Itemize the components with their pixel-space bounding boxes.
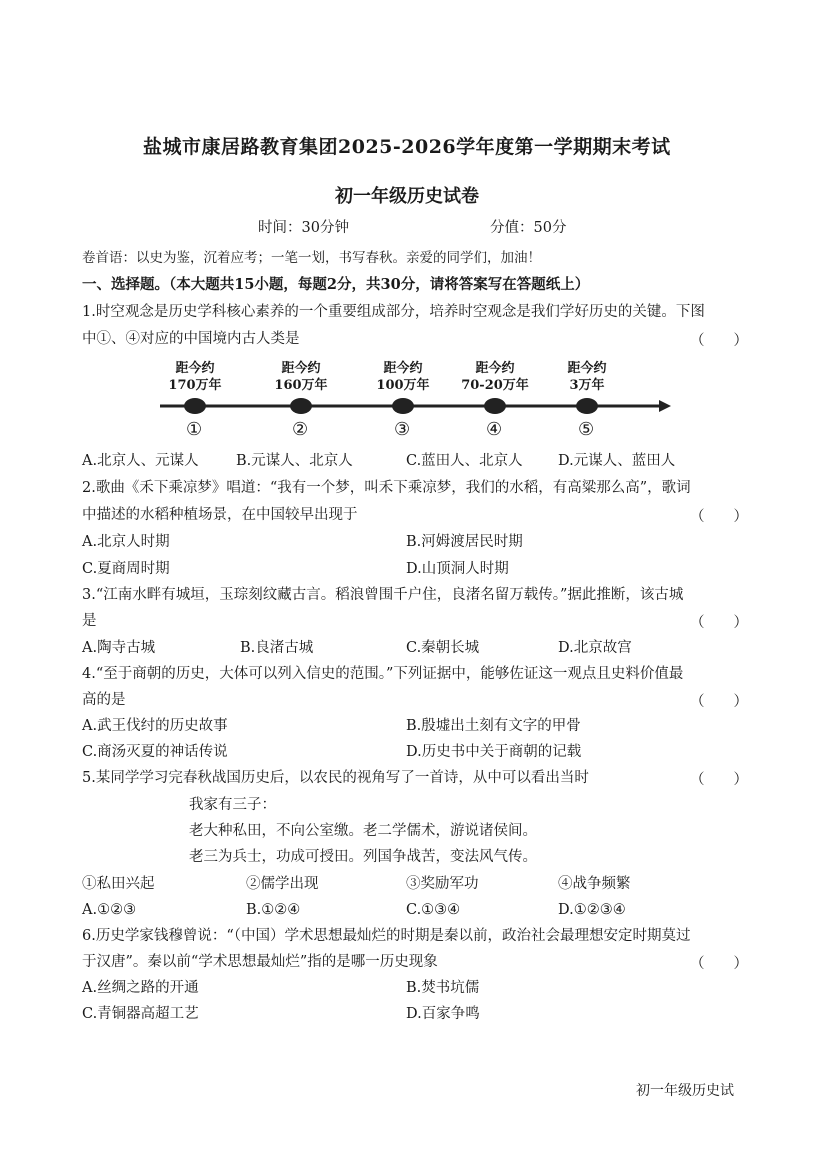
q3-stem-line2: 是 (82, 613, 97, 629)
q5-item-3: ③奖励军功 (406, 876, 479, 892)
exam-score: 分值：50分 (490, 220, 567, 236)
q4-option-b: B.殷墟出土刻有文字的甲骨 (406, 718, 581, 734)
q5-option-d: D.①②③④ (558, 902, 626, 918)
q5-stem: 5.某同学学习完春秋战国历史后，以农民的视角写了一首诗，从中可以看出当时 (82, 770, 589, 786)
q1-stem-line2: 中①、④对应的中国境内古人类是 (82, 331, 300, 347)
q3-option-a: A.陶寺古城 (82, 640, 156, 656)
q2-option-d: D.山顶洞人时期 (406, 561, 509, 577)
q5-poem-line3: 老三为兵士，功成可授田。列国争战苦，变法风气传。 (189, 849, 537, 865)
q5-poem-line1: 我家有三子： (189, 797, 276, 813)
timeline-mark-1: ① (186, 419, 203, 440)
q3-option-d: D.北京故宫 (558, 640, 632, 656)
q3-answer-paren: （ ） (690, 615, 748, 631)
q2-stem-line2: 中描述的水稻种植场景，在中国较早出现于 (82, 507, 358, 523)
timeline-dot-1 (184, 398, 206, 414)
q1-stem-line1: 1.时空观念是历史学科核心素养的一个重要组成部分，培养时空观念是我们学好历史的关键。下图 (82, 304, 705, 320)
timeline-mark-2: ② (292, 419, 309, 440)
q2-stem-line1: 2.歌曲《禾下乘凉梦》唱道：“我有一个梦，叫禾下乘凉梦，我们的水稻，有高粱那么高”，歌词 (82, 480, 691, 496)
q3-option-c: C.秦朝长城 (406, 640, 480, 656)
q4-answer-paren: （ ） (690, 694, 748, 710)
timeline-dot-2 (290, 398, 312, 414)
q6-stem-line1: 6.历史学家钱穆曾说：“（中国）学术思想最灿烂的时期是秦以前，政治社会最理想安定时期莫过 (82, 928, 691, 944)
exam-time: 时间：30分钟 (258, 220, 349, 236)
q4-option-a: A.武王伐纣的历史故事 (82, 718, 228, 734)
q1-answer-paren: （ ） (690, 333, 748, 349)
q1-option-c: C.蓝田人、北京人 (406, 453, 523, 469)
section-heading: 一、选择题。（本大题共15小题，每题2分，共30分，请将答案写在答题纸上） (82, 276, 590, 293)
timeline-mark-4: ④ (486, 419, 503, 440)
q4-stem-line1: 4.“至于商朝的历史，大体可以列入信史的范围。”下列证据中，能够佐证这一观点且史料价值最 (82, 666, 684, 682)
exam-preface: 卷首语：以史为鉴，沉着应考；一笔一划，书写春秋。亲爱的同学们，加油！ (82, 250, 541, 266)
timeline-label-3: 距今约 100万年 (376, 361, 430, 393)
q5-item-1: ①私田兴起 (82, 876, 155, 892)
timeline-dot-3 (392, 398, 414, 414)
q6-option-b: B.焚书坑儒 (406, 980, 480, 996)
page-footer: 初一年级历史试 (636, 1083, 734, 1099)
exam-title: 盐城市康居路教育集团2025-2026学年度第一学期期末考试 (143, 136, 671, 158)
q2-option-b: B.河姆渡居民时期 (406, 534, 523, 550)
q3-option-b: B.良渚古城 (240, 640, 314, 656)
exam-subtitle: 初一年级历史试卷 (335, 186, 479, 207)
q6-answer-paren: （ ） (690, 956, 748, 972)
timeline-label-4: 距今约 70-20万年 (461, 361, 529, 393)
q6-stem-line2: 于汉唐”。秦以前“学术思想最灿烂”指的是哪一历史现象 (82, 954, 438, 970)
timeline-label-1: 距今约 170万年 (168, 361, 222, 393)
q4-option-d: D.历史书中关于商朝的记载 (406, 744, 582, 760)
timeline-dot-4 (484, 398, 506, 414)
q1-option-b: B.元谋人、北京人 (236, 453, 353, 469)
q5-poem-line2: 老大种私田，不向公室缴。老二学儒术，游说诸侯间。 (189, 823, 537, 839)
timeline-arrow (659, 400, 671, 412)
timeline-mark-5: ⑤ (578, 419, 595, 440)
q4-stem-line2: 高的是 (82, 692, 126, 708)
q2-option-a: A.北京人时期 (82, 534, 170, 550)
q6-option-d: D.百家争鸣 (406, 1006, 480, 1022)
q5-option-a: A.①②③ (82, 902, 137, 918)
q4-option-c: C.商汤灭夏的神话传说 (82, 744, 228, 760)
timeline-mark-3: ③ (394, 419, 411, 440)
q1-option-d: D.元谋人、蓝田人 (558, 453, 676, 469)
q6-option-c: C.青铜器高超工艺 (82, 1006, 199, 1022)
q5-option-c: C.①③④ (406, 902, 461, 918)
q6-option-a: A.丝绸之路的开通 (82, 980, 199, 996)
timeline-dot-5 (576, 398, 598, 414)
timeline-label-2: 距今约 160万年 (274, 361, 328, 393)
q5-item-2: ②儒学出现 (246, 876, 319, 892)
q5-option-b: B.①②④ (246, 902, 301, 918)
q3-stem-line1: 3.“江南水畔有城垣，玉琮刻纹藏古言。稻浪曾围千户住，良渚名留万载传。”据此推断，该古城 (82, 587, 684, 603)
q1-option-a: A.北京人、元谋人 (82, 453, 199, 469)
timeline-label-5: 距今约 3万年 (567, 361, 607, 393)
q5-answer-paren: （ ） (690, 772, 748, 788)
q5-item-4: ④战争频繁 (558, 876, 631, 892)
q2-answer-paren: （ ） (690, 509, 748, 525)
q2-option-c: C.夏商周时期 (82, 561, 170, 577)
